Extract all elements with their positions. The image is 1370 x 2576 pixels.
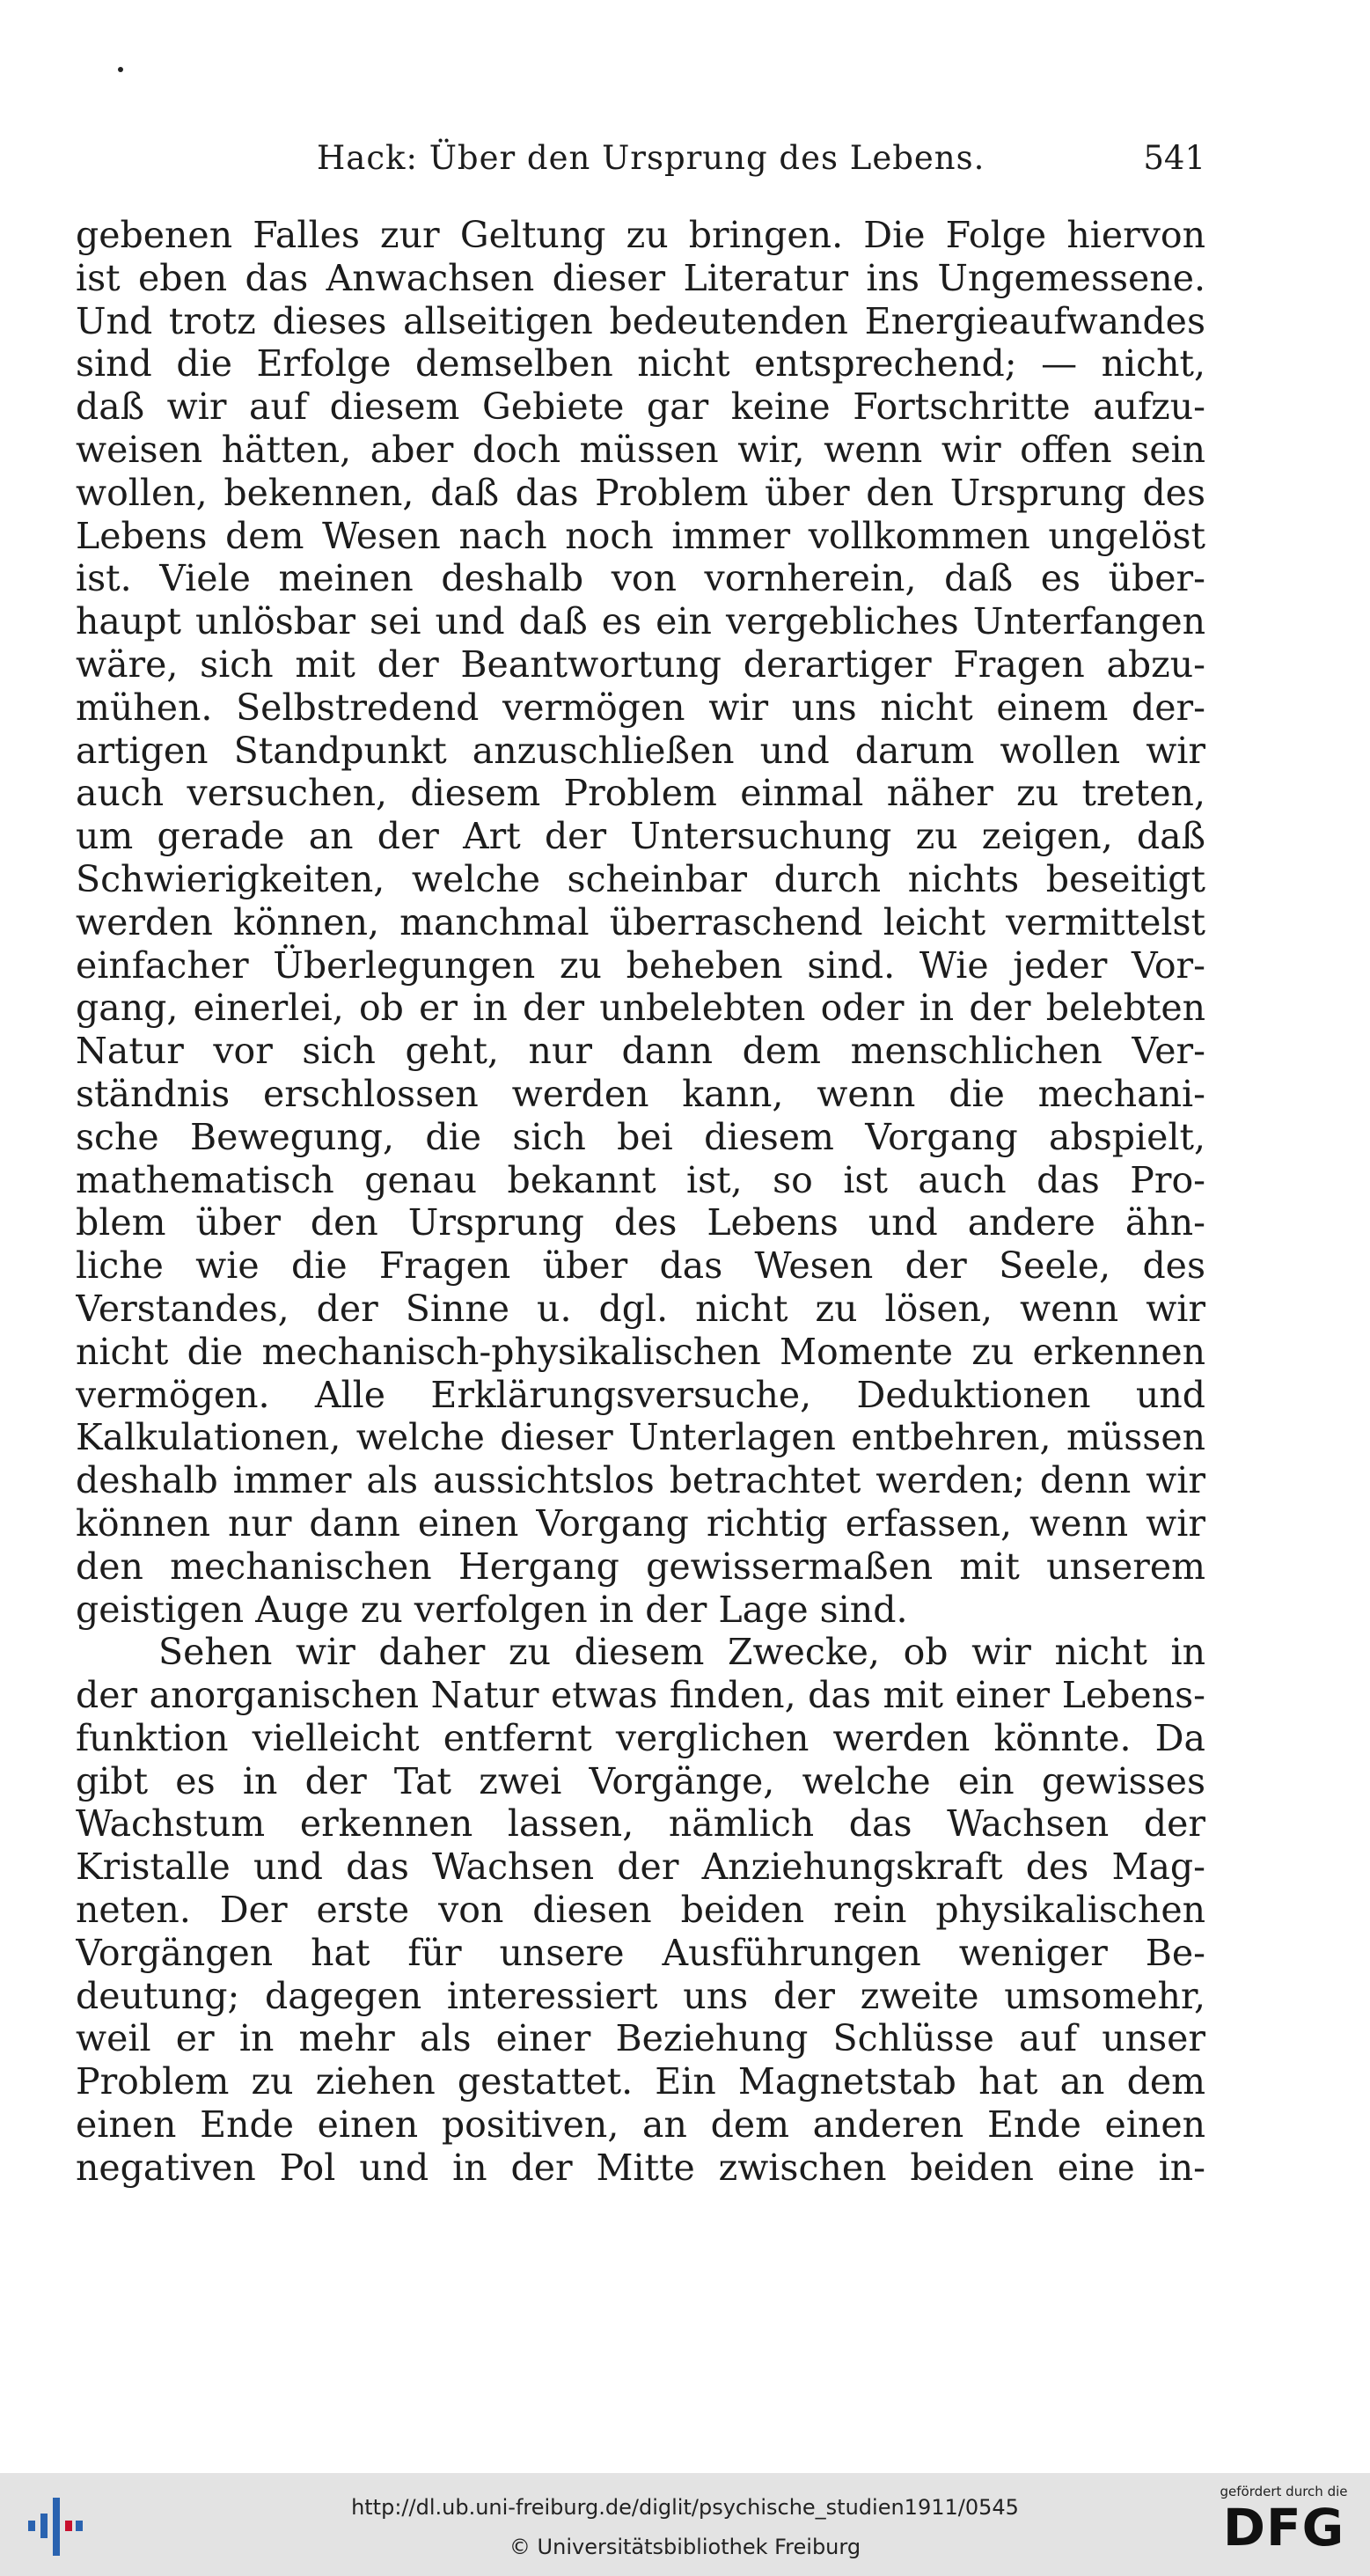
text-line: auch versuchen, diesem Problem einmal näher zu treten,: [76, 772, 1205, 815]
text-line: gang, einerlei, ob er in der unbelebten oder in der belebten: [76, 987, 1205, 1030]
text-line: blem über den Ursprung des Lebens und andere ähn-: [76, 1201, 1205, 1244]
text-line: gebenen Falles zur Geltung zu bringen. Die Folge hiervon: [76, 214, 1205, 256]
text-line: gibt es in der Tat zwei Vorgänge, welche ein gewisses: [76, 1759, 1205, 1802]
text-line: artigen Standpunkt anzuschließen und darum wollen wir: [76, 729, 1205, 772]
text-line: um gerade an der Art der Untersuchung zu zeigen, daß: [76, 815, 1205, 858]
text-line: werden können, manchmal überraschend leicht vermittelst: [76, 900, 1205, 943]
text-line: mathematisch genau bekannt ist, so ist auch das Pro-: [76, 1158, 1205, 1201]
text-line: Verstandes, der Sinne u. dgl. nicht zu lösen, wenn wir: [76, 1287, 1205, 1330]
running-head: [317, 139, 1205, 192]
text-line: ist eben das Anwachsen dieser Literatur ins Ungemessene.: [76, 256, 1205, 299]
text-line: deutung; dagegen interessiert uns der zweite umsomehr,: [76, 1974, 1205, 2017]
text-line: weil er in mehr als einer Beziehung Schlüsse auf unser: [76, 2017, 1205, 2060]
text-line: Sehen wir daher zu diesem Zwecke, ob wir nicht in: [158, 1631, 1205, 1674]
text-line: deshalb immer als aussichtslos betrachtet werden; denn wir: [76, 1459, 1205, 1502]
text-line: Kristalle und das Wachsen der Anziehungskraft des Mag-: [76, 1846, 1205, 1889]
text-line: neten. Der erste von diesen beiden rein physikalischen: [76, 1889, 1205, 1932]
text-line: Und trotz dieses allseitigen bedeutenden Energieaufwandes: [76, 299, 1205, 342]
text-line: funktion vielleicht entfernt verglichen werden könnte. Da: [76, 1716, 1205, 1759]
text-line: den mechanischen Hergang gewissermaßen mit unserem: [76, 1545, 1205, 1588]
text-line: haupt unlösbar sei und daß es ein vergebliches Unterfangen: [76, 600, 1205, 643]
text-line: negativen Pol und in der Mitte zwischen beiden eine in-: [76, 2146, 1205, 2189]
viewer-footer: [0, 2473, 1370, 2576]
text-line: Problem zu ziehen gestattet. Ein Magnetstab hat an dem: [76, 2060, 1205, 2103]
text-line: Wachstum erkennen lassen, nämlich das Wachsen der: [76, 1802, 1205, 1846]
text-line: sind die Erfolge demselben nicht entsprechend; — nicht,: [76, 342, 1205, 385]
text-line: geistigen Auge zu verfolgen in der Lage sind.: [76, 1588, 908, 1631]
text-line: ist. Viele meinen deshalb von vornherein, daß es über-: [76, 557, 1205, 600]
text-line: daß wir auf diesem Gebiete gar keine Fortschritte aufzu-: [76, 385, 1205, 429]
text-line: einfacher Überlegungen zu beheben sind. Wie jeder Vor-: [76, 943, 1205, 987]
text-line: einen Ende einen positiven, an dem anderen Ende einen: [76, 2103, 1205, 2147]
text-line: Lebens dem Wesen nach noch immer vollkommen ungelöst: [76, 514, 1205, 557]
sponsor-caption: gefördert durch die: [1220, 2484, 1348, 2499]
running-title: Hack: Über den Ursprung des Lebens.: [317, 139, 985, 177]
text-line: Schwierigkeiten, welche scheinbar durch nichts beseitigt: [76, 857, 1205, 900]
text-line: sche Bewegung, die sich bei diesem Vorgang abspielt,: [76, 1115, 1205, 1158]
text-line: mühen. Selbstredend vermögen wir uns nicht einem der-: [76, 686, 1205, 729]
body-text: [76, 214, 1205, 2190]
text-line: Vorgängen hat für unsere Ausführungen weniger Be-: [76, 1931, 1205, 1974]
text-line: können nur dann einen Vorgang richtig erfassen, wenn wir: [76, 1501, 1205, 1545]
stray-ink-mark: [118, 67, 123, 72]
text-line: wäre, sich mit der Beantwortung derartiger Fragen abzu-: [76, 642, 1205, 686]
dfg-logo[interactable]: [1213, 2484, 1354, 2568]
text-line: liche wie die Fragen über das Wesen der Seele, des: [76, 1244, 1205, 1288]
page-number: 541: [1143, 139, 1205, 177]
sponsor-name: DFG: [1222, 2498, 1345, 2558]
text-line: nicht die mechanisch-physikalischen Momente zu erkennen: [76, 1330, 1205, 1373]
text-line: weisen hätten, aber doch müssen wir, wenn wir offen sein: [76, 428, 1205, 471]
text-line: vermögen. Alle Erklärungsversuche, Deduktionen und: [76, 1373, 1205, 1416]
text-line: der anorganischen Natur etwas finden, das mit einer Lebens-: [76, 1674, 1205, 1717]
permalink-url[interactable]: http://dl.ub.uni-freiburg.de/diglit/psychische_studien1911/0545: [351, 2495, 1019, 2520]
text-line: wollen, bekennen, daß das Problem über den Ursprung des: [76, 471, 1205, 514]
text-line: ständnis erschlossen werden kann, wenn die mechani-: [76, 1072, 1205, 1115]
copyright-notice: © Universitätsbibliothek Freiburg: [509, 2535, 861, 2559]
text-line: Kalkulationen, welche dieser Unterlagen entbehren, müssen: [76, 1416, 1205, 1459]
text-line: Natur vor sich geht, nur dann dem menschlichen Ver-: [76, 1030, 1205, 1073]
